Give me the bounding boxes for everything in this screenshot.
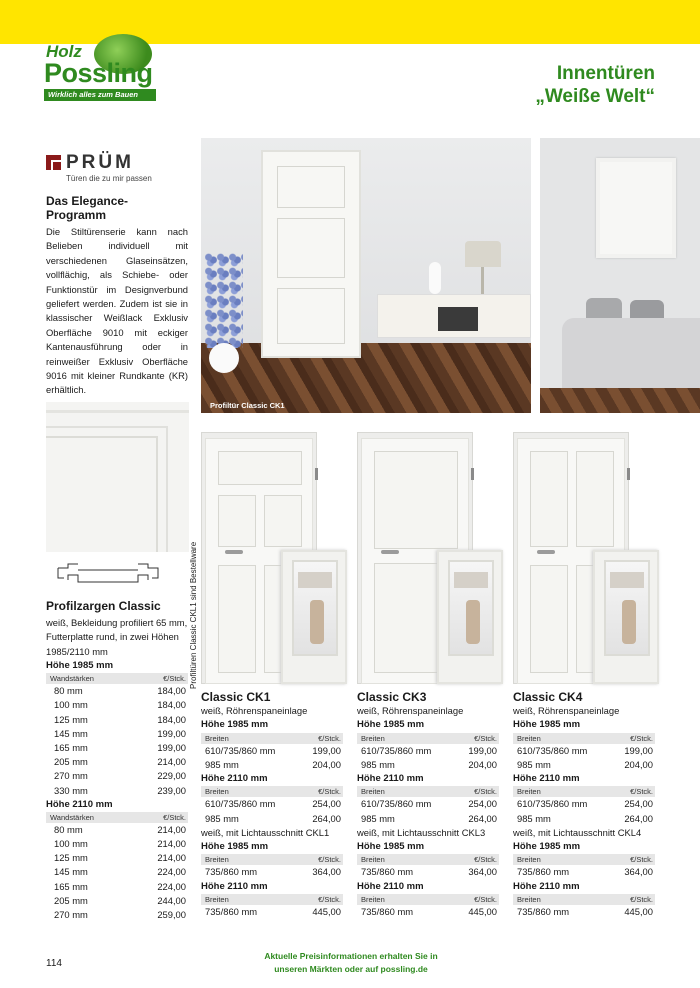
door-image-ck1: [201, 432, 343, 684]
logo-tagline: Wirklich alles zum Bauen: [44, 89, 156, 101]
price-table: Breiten €/Stck. 610/735/860 mm 199,00 985 mm 204,00: [513, 733, 655, 772]
table-row: 735/860 mm 445,00: [517, 906, 653, 918]
height-label: Höhe 2110 mm: [357, 880, 424, 892]
height-label: Höhe 2110 mm: [513, 880, 580, 892]
glass-variant-title: weiß, mit Lichtausschnitt CKL3: [357, 826, 486, 838]
photo-caption: Profiltür Classic CK1: [210, 401, 285, 410]
vase: [429, 262, 441, 294]
profilzargen-description: weiß, Bekleidung profiliert 65 mm, Futterplatte rund, in zwei Höhen 1985/2110 mm: [46, 617, 188, 657]
table-row: 610/735/860 mm 254,00: [205, 798, 341, 810]
price-table: Breiten €/Stck. 610/735/860 mm 254,00 985 mm 264,00: [357, 786, 499, 825]
glass-variant-title: weiß, mit Lichtausschnitt CKL1: [201, 826, 330, 838]
sofa: [562, 318, 700, 388]
height-label: Höhe 1985 mm: [513, 840, 581, 852]
table-row: 610/735/860 mm 254,00: [517, 798, 653, 810]
table-row: 610/735/860 mm 199,00: [361, 744, 497, 756]
logo-holz: Holz: [46, 42, 82, 61]
door-handle-icon: [381, 550, 399, 554]
glass-door-variant: [281, 550, 347, 684]
table-row: 125 mm 184,00: [54, 713, 186, 725]
height-label: Höhe 1985 mm: [46, 660, 114, 672]
product-name: Classic CK4: [513, 690, 583, 704]
order-note-vertical: Profiltüren Classic CKL1 sind Bestellware: [189, 541, 198, 689]
plant-vase: [209, 343, 239, 373]
table-row: 145 mm 224,00: [54, 866, 186, 878]
footer-price-note: [246, 950, 456, 976]
table-row: 985 mm 204,00: [361, 758, 497, 770]
profile-detail-photo: [46, 402, 189, 552]
col-header: Wandstärken: [46, 812, 126, 823]
manufacturer-name: PRÜM: [66, 152, 134, 173]
height-label: Höhe 2110 mm: [201, 880, 268, 892]
pruem-logo-icon: [46, 155, 61, 170]
table-row: 205 mm 214,00: [54, 756, 186, 768]
door-handle-icon: [537, 550, 555, 554]
table-row: 270 mm 259,00: [54, 909, 186, 921]
height-label: Höhe 1985 mm: [201, 719, 269, 730]
table-row: 270 mm 229,00: [54, 770, 186, 782]
sideboard: [377, 294, 531, 338]
height-label: Höhe 2110 mm: [513, 772, 580, 784]
door-product-ck4: [513, 432, 655, 919]
product-subtitle: weiß, Röhrenspaneinlage: [201, 705, 308, 716]
door-product-ck1: [201, 432, 343, 919]
page-title-line1: Innentüren: [556, 63, 655, 84]
price-table: Breiten €/Stck. 735/860 mm 364,00: [201, 854, 343, 879]
page-title-line2: „Weiße Welt“: [535, 86, 655, 107]
col-header: Wandstärken: [46, 673, 126, 684]
price-table: [46, 673, 188, 798]
manufacturer-slogan: Türen die zu mir passen: [66, 174, 152, 183]
height-label: Höhe 1985 mm: [513, 719, 581, 730]
price-table: Breiten €/Stck. 610/735/860 mm 199,00 985 mm 204,00: [201, 733, 343, 772]
price-table: Breiten €/Stck. 735/860 mm 445,00: [201, 894, 343, 919]
picture-frame: [596, 158, 676, 258]
table-row: 985 mm 204,00: [205, 758, 341, 770]
intro-section: [46, 194, 188, 398]
price-table: Breiten €/Stck. 610/735/860 mm 199,00 985 mm 204,00: [357, 733, 499, 772]
table-row: 125 mm 214,00: [54, 852, 186, 864]
price-table: Breiten €/Stck. 610/735/860 mm 254,00 985 mm 264,00: [201, 786, 343, 825]
height-label: Höhe 2110 mm: [46, 798, 113, 810]
profilzargen-section: [46, 599, 188, 922]
table-row: 145 mm 199,00: [54, 727, 186, 739]
footer-line1: Aktuelle Preisinformationen erhalten Sie in: [264, 951, 438, 961]
price-table: Breiten €/Stck. 735/860 mm 445,00: [513, 894, 655, 919]
price-table: Breiten €/Stck. 735/860 mm 364,00: [357, 854, 499, 879]
page-title: [535, 62, 655, 108]
lamp: [465, 241, 501, 267]
price-table: Breiten €/Stck. 735/860 mm 445,00: [357, 894, 499, 919]
table-row: 80 mm 184,00: [54, 685, 186, 697]
glass-variant-title: weiß, mit Lichtausschnitt CKL4: [513, 826, 642, 838]
table-row: 80 mm 214,00: [54, 823, 186, 835]
room-photo: [201, 138, 531, 413]
table-row: 100 mm 184,00: [54, 699, 186, 711]
table-row: 610/735/860 mm 199,00: [205, 744, 341, 756]
product-name: Classic CK3: [357, 690, 427, 704]
table-row: 735/860 mm 445,00: [205, 906, 341, 918]
height-label: Höhe 2110 mm: [357, 772, 424, 784]
intro-heading: Das Elegance-Programm: [46, 194, 129, 222]
sofa-photo: [540, 138, 700, 413]
photo-door: [261, 150, 361, 358]
col-header-unit: €/Stck.: [126, 673, 188, 684]
product-subtitle: weiß, Röhrenspaneinlage: [513, 705, 620, 716]
table-row: 735/860 mm 364,00: [205, 866, 341, 878]
price-table: Breiten €/Stck. 735/860 mm 364,00: [513, 854, 655, 879]
height-label: Höhe 1985 mm: [357, 719, 425, 730]
table-row: 330 mm 239,00: [54, 784, 186, 796]
height-label: Höhe 1985 mm: [201, 840, 269, 852]
table-row: 985 mm 264,00: [205, 812, 341, 824]
logo-possling: Possling: [44, 58, 153, 88]
price-table: [46, 812, 188, 922]
door-product-ck3: [357, 432, 499, 919]
table-row: 735/860 mm 364,00: [361, 866, 497, 878]
door-image-ck4: [513, 432, 655, 684]
table-row: 985 mm 204,00: [517, 758, 653, 770]
table-row: 985 mm 264,00: [517, 812, 653, 824]
glass-door-variant: [437, 550, 503, 684]
table-row: 735/860 mm 445,00: [361, 906, 497, 918]
footer-line2: unseren Märkten oder auf possling.de: [274, 964, 428, 974]
glass-door-variant: [593, 550, 659, 684]
door-image-ck3: [357, 432, 499, 684]
table-row: 205 mm 244,00: [54, 894, 186, 906]
page-number: 114: [46, 958, 62, 969]
product-subtitle: weiß, Röhrenspaneinlage: [357, 705, 464, 716]
height-label: Höhe 1985 mm: [357, 840, 425, 852]
intro-text: Die Stiltürenserie kann nach Belieben individuell mit verschiedenen Glaseinsätzen, vollflächig, als Schiebe- oder Funktionstür im Designverbund geliefert werden. Zudem ist sie in klassischer Weißlack Exklusiv Oberfläche 9010 mit eckiger Kantenausführung oder in reinweißer Exklusiv Oberfläche 9016 mit kleiner Rundkante (KR) erhältlich.: [46, 226, 188, 396]
product-name: Classic CK1: [201, 690, 271, 704]
possling-logo[interactable]: [42, 34, 158, 102]
table-row: 100 mm 214,00: [54, 838, 186, 850]
table-row: 165 mm 224,00: [54, 880, 186, 892]
profile-cross-section-icon: [56, 562, 160, 584]
table-row: 735/860 mm 364,00: [517, 866, 653, 878]
table-row: 610/735/860 mm 199,00: [517, 744, 653, 756]
table-row: 985 mm 264,00: [361, 812, 497, 824]
profilzargen-heading: Profilzargen Classic: [46, 599, 161, 613]
col-header-unit: €/Stck.: [126, 812, 188, 823]
height-label: Höhe 2110 mm: [201, 772, 268, 784]
door-handle-icon: [225, 550, 243, 554]
flower-plant: [205, 253, 243, 348]
table-row: 610/735/860 mm 254,00: [361, 798, 497, 810]
price-table: Breiten €/Stck. 610/735/860 mm 254,00 985 mm 264,00: [513, 786, 655, 825]
table-row: 165 mm 199,00: [54, 742, 186, 754]
